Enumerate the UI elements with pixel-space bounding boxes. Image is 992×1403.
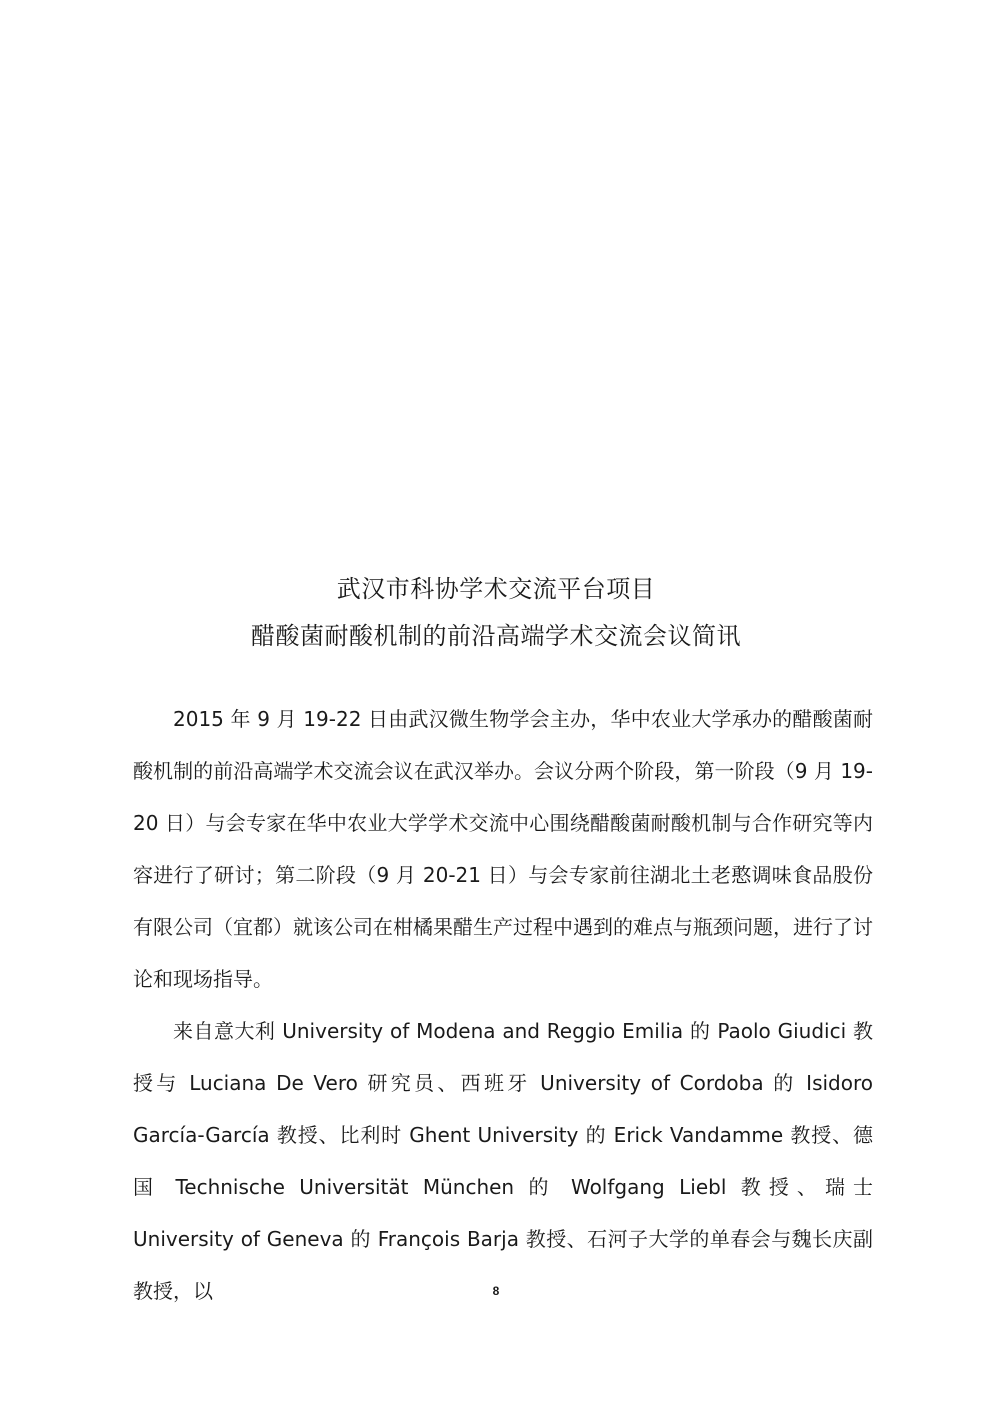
paragraph-intro: 2015 年 9 月 19-22 日由武汉微生物学会主办，华中农业大学承办的醋酸菌耐酸机制的前沿高端学术交流会议在武汉举办。会议分两个阶段，第一阶段（9 月 19-20 日）与会专家在华中农业大学学术交流中心围绕醋酸菌耐酸机制与合作研究等内容进行了研讨；第二阶段（9 月 20-21 日）与会专家前往湖北土老憨调味食品股份有限公司（宜都）就该公司在柑橘果醋生产过程中遇到的难点与瓶颈问题，进行了讨论和现场指导。 bbox=[133, 707, 873, 991]
conference-title: 醋酸菌耐酸机制的前沿高端学术交流会议简讯 bbox=[251, 622, 741, 650]
paragraph-experts: 来自意大利 University of Modena and Reggio Emilia 的 Paolo Giudici 教授与 Luciana De Vero 研究员、西班牙 University of Cordoba 的 Isidoro García-García 教授、比利时 Ghent University 的 Erick Vandamme 教授、德国 Technische Universität München 的 Wolfgang Liebl 教授、瑞士 University of Geneva 的 François Barja 教授、石河子大学的单春会与魏长庆副教授，以 bbox=[133, 1019, 873, 1303]
title-block bbox=[0, 566, 992, 660]
page-number: 8 bbox=[492, 1284, 500, 1298]
project-title: 武汉市科协学术交流平台项目 bbox=[336, 575, 656, 603]
